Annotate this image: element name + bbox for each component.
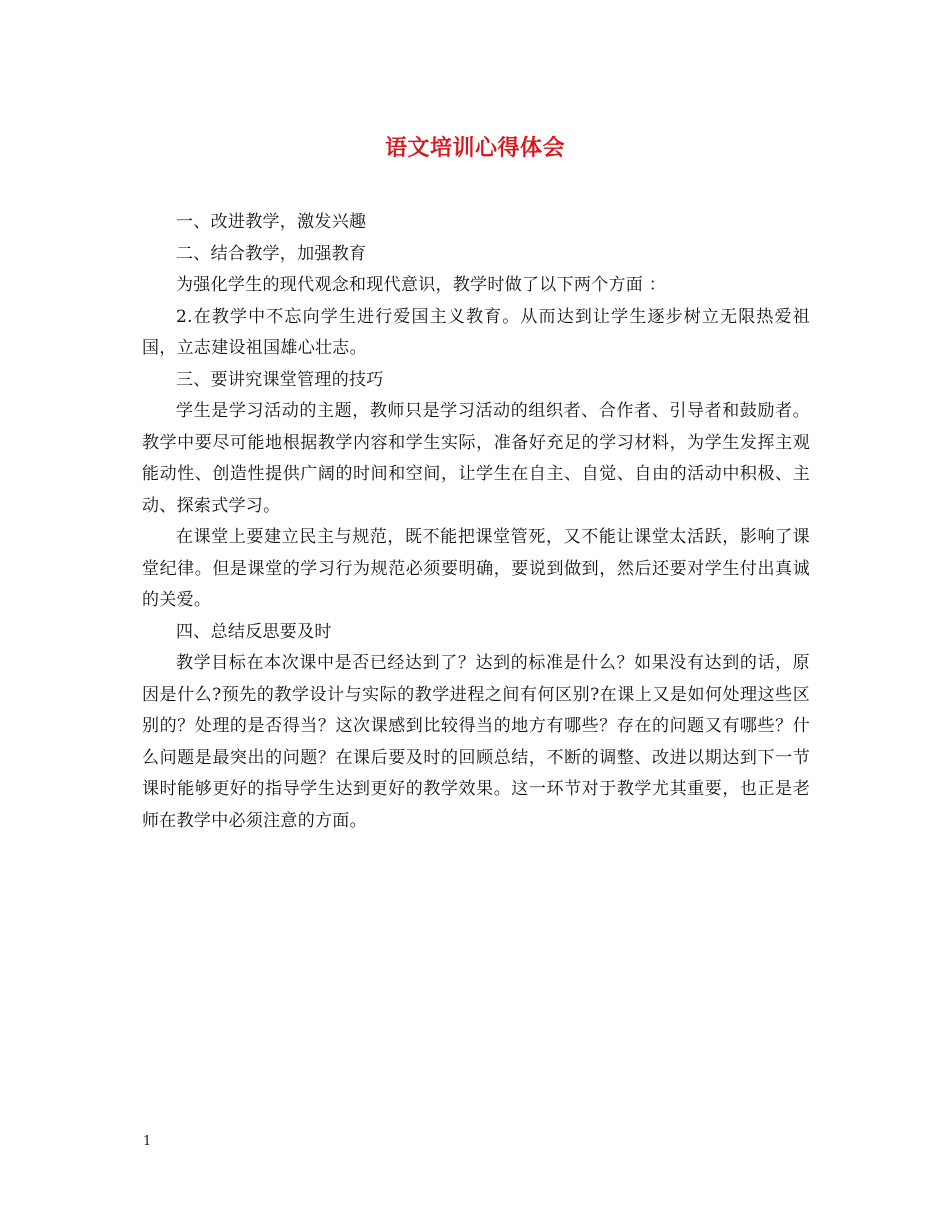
paragraph: 2.在教学中不忘向学生进行爱国主义教育。从而达到让学生逐步树立无限热爱祖国，立志建设祖国雄心壮志。	[142, 306, 810, 358]
page-number: 1	[143, 1134, 152, 1149]
heading-4: 四、总结反思要及时	[176, 621, 332, 642]
document-body	[142, 207, 810, 837]
document-title: 语文培训心得体会	[384, 135, 565, 161]
paragraph: 在课堂上要建立民主与规范，既不能把课堂管死，又不能让课堂太活跃，影响了课堂纪律。但是课堂的学习行为规范必须要明确，要说到做到，然后还要对学生付出真诚的关爱。	[142, 527, 810, 610]
heading-2: 二、结合教学，加强教育	[176, 243, 367, 264]
heading-1: 一、改进教学，激发兴趣	[176, 212, 367, 232]
paragraph: 教学目标在本次课中是否已经达到了？达到的标准是什么？如果没有达到的话，原因是什么?预先的教学设计与实际的教学进程之间有何区别?在课上又是如何处理这些区别的？处理的是否得当？这次课感到比较得当的地方有哪些？存在的问题又有哪些？什么问题是最突出的问题？在课后要及时的回顾总结，不断的调整、改进以期达到下一节课时能够更好的指导学生达到更好的教学效果。这一环节对于教学尤其重要，也正是老师在教学中必须注意的方面。	[142, 653, 810, 831]
heading-3: 三、要讲究课堂管理的技巧	[176, 369, 384, 390]
paragraph: 学生是学习活动的主题，教师只是学习活动的组织者、合作者、引导者和鼓励者。教学中要尽可能地根据教学内容和学生实际，准备好充足的学习材料，为学生发挥主观能动性、创造性提供广阔的时间和空间，让学生在自主、自觉、自由的活动中积极、主动、探索式学习。	[142, 401, 810, 516]
paragraph: 为强化学生的现代观念和现代意识，教学时做了以下两个方面 ：	[176, 275, 667, 295]
